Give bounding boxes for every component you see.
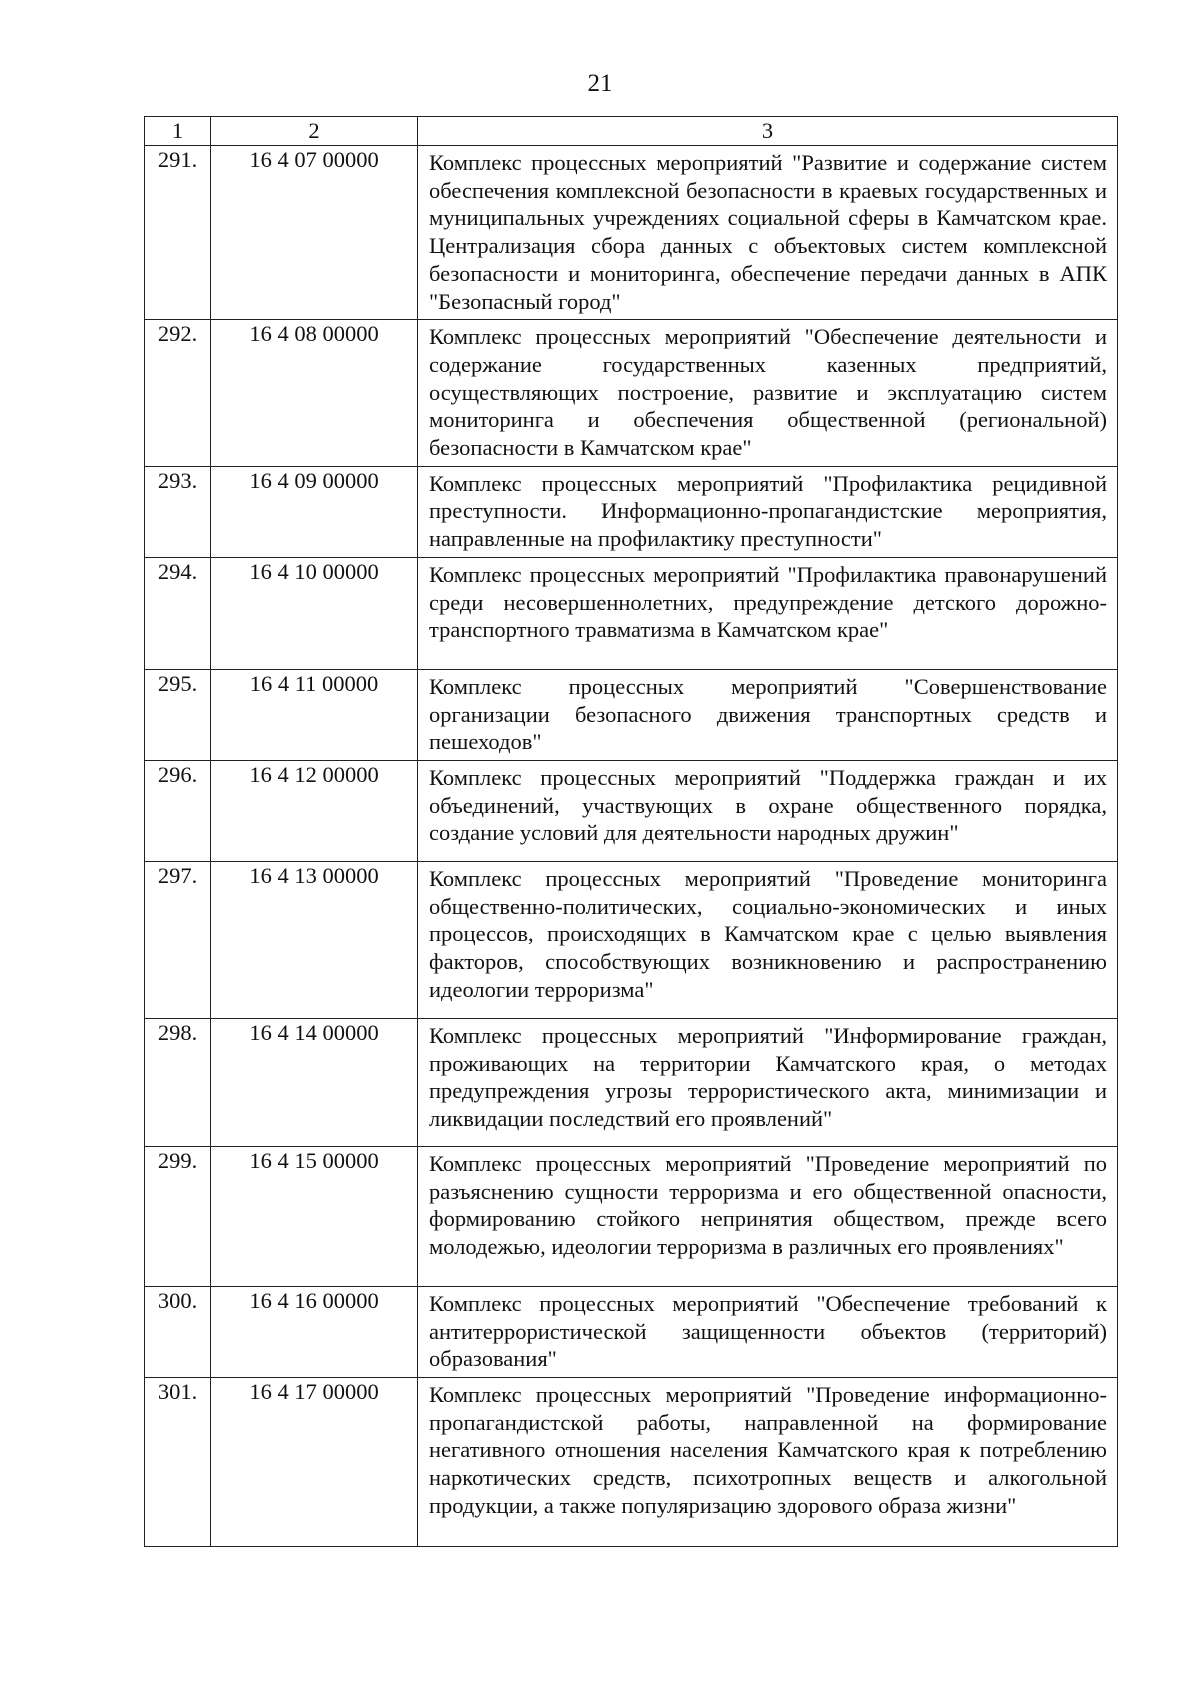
table-row — [145, 760, 1118, 861]
header-col-1: 1 — [145, 117, 211, 146]
table-row — [145, 146, 1118, 320]
header-col-3: 3 — [418, 117, 1118, 146]
page-number: 21 — [587, 70, 613, 97]
row-description: Комплекс процессных мероприятий "Обеспечение деятельности и содержание государственных казенных предприятий, осуществляющих построение, развитие и эксплуатацию систем мониторинга и обеспечения общественной (региональной) безопасности в Камчатском крае" — [418, 320, 1118, 467]
table-row — [145, 1018, 1118, 1146]
row-code: 16 4 08 00000 — [211, 320, 418, 467]
row-code: 16 4 14 00000 — [211, 1018, 418, 1146]
row-number: 297. — [145, 861, 211, 1018]
row-description: Комплекс процессных мероприятий "Проведение мероприятий по разъяснению сущности терроризма и его общественной опасности, формированию стойкого непринятия обществом, прежде всего молодежью, идеологии терроризма в различных его проявлениях" — [418, 1146, 1118, 1286]
row-code: 16 4 09 00000 — [211, 466, 418, 557]
row-code: 16 4 10 00000 — [211, 557, 418, 669]
row-code: 16 4 17 00000 — [211, 1378, 418, 1547]
table-row — [145, 466, 1118, 557]
row-description: Комплекс процессных мероприятий "Развитие и содержание систем обеспечения комплексной безопасности в краевых государственных и муниципальных учреждениях социальной сферы в Камчатском крае. Централизация сбора данных с объектовых систем комплексной безопасности и мониторинга, обеспечение передачи данных в АПК "Безопасный город" — [418, 146, 1118, 320]
row-description: Комплекс процессных мероприятий "Информирование граждан, проживающих на территории Камчатского края, о методах предупреждения угрозы террористического акта, минимизации и ликвидации последствий его проявлений" — [418, 1018, 1118, 1146]
table-row — [145, 1146, 1118, 1286]
row-number: 294. — [145, 557, 211, 669]
row-number: 292. — [145, 320, 211, 467]
row-description: Комплекс процессных мероприятий "Поддержка граждан и их объединений, участвующих в охране общественного порядка, создание условий для деятельности народных дружин" — [418, 760, 1118, 861]
budget-code-table — [144, 116, 1118, 1547]
row-number: 301. — [145, 1378, 211, 1547]
table-row — [145, 1378, 1118, 1547]
row-description: Комплекс процессных мероприятий "Профилактика рецидивной преступности. Информационно-пропагандистские мероприятия, направленные на профилактику преступности" — [418, 466, 1118, 557]
table-row — [145, 557, 1118, 669]
table-row — [145, 320, 1118, 467]
row-code: 16 4 16 00000 — [211, 1286, 418, 1377]
row-description: Комплекс процессных мероприятий "Проведение мониторинга общественно-политических, социально-экономических и иных процессов, происходящих в Камчатском крае с целью выявления факторов, способствующих возникновению и распространению идеологии терроризма" — [418, 861, 1118, 1018]
header-col-2: 2 — [211, 117, 418, 146]
row-code: 16 4 07 00000 — [211, 146, 418, 320]
row-description: Комплекс процессных мероприятий "Проведение информационно-пропагандистской работы, направленной на формирование негативного отношения населения Камчатского края к потреблению наркотических средств, психотропных веществ и алкогольной продукции, а также популяризацию здорового образа жизни" — [418, 1378, 1118, 1547]
row-description: Комплекс процессных мероприятий "Обеспечение требований к антитеррористической защищенности объектов (территорий) образования" — [418, 1286, 1118, 1377]
table-row — [145, 669, 1118, 760]
table-header-row — [145, 117, 1118, 146]
table-row — [145, 861, 1118, 1018]
row-number: 299. — [145, 1146, 211, 1286]
row-number: 296. — [145, 760, 211, 861]
row-number: 300. — [145, 1286, 211, 1377]
row-code: 16 4 13 00000 — [211, 861, 418, 1018]
table-row — [145, 1286, 1118, 1377]
row-number: 295. — [145, 669, 211, 760]
row-code: 16 4 12 00000 — [211, 760, 418, 861]
row-description: Комплекс процессных мероприятий "Совершенствование организации безопасного движения транспортных средств и пешеходов" — [418, 669, 1118, 760]
row-number: 293. — [145, 466, 211, 557]
row-code: 16 4 15 00000 — [211, 1146, 418, 1286]
row-description: Комплекс процессных мероприятий "Профилактика правонарушений среди несовершеннолетних, предупреждение детского дорожно-транспортного травматизма в Камчатском крае" — [418, 557, 1118, 669]
row-code: 16 4 11 00000 — [211, 669, 418, 760]
row-number: 291. — [145, 146, 211, 320]
row-number: 298. — [145, 1018, 211, 1146]
